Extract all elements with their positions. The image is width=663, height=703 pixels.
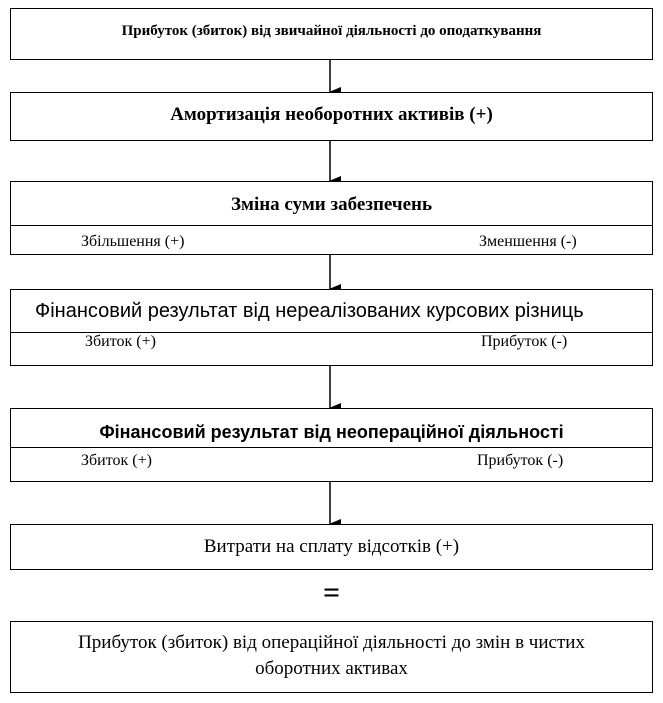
box-interest-expenses [10,524,653,570]
box-exchange-differences-title: Фінансовий результат від нереалізованих курсових різниць [35,300,584,322]
box-operating-profit-result [10,621,653,693]
box-provisions-change [10,181,653,255]
box-profit-before-tax [10,8,653,60]
box-exchange-differences [10,289,653,366]
result-line-1: Прибуток (збиток) від операційної діяльності до змін в чистих [78,632,585,653]
equals-sign: = [322,576,341,609]
box-non-operating-result [10,408,653,482]
result-line-2: оборотних активах [255,658,408,679]
box-profit-before-tax-title: Прибуток (збиток) від звичайної діяльності до оподаткування [121,23,542,39]
box-amortization [10,92,653,141]
provisions-increase-label: Збільшення (+) [81,233,185,250]
exchange-loss-label: Збиток (+) [85,333,156,350]
box-non-operating-result-title: Фінансовий результат від неопераційної діяльності [99,422,564,442]
box-provisions-change-title: Зміна суми забезпечень [230,194,433,215]
box-interest-expenses-title: Витрати на сплату відсотків (+) [203,536,460,557]
exchange-profit-label: Прибуток (-) [481,333,568,350]
non-operating-profit-label: Прибуток (-) [477,452,564,469]
box-amortization-title: Амортизація необоротних активів (+) [170,104,493,125]
provisions-decrease-label: Зменшення (-) [479,233,577,250]
box-provisions-divider [11,225,652,226]
box-non-operating-divider [11,447,652,448]
non-operating-loss-label: Збиток (+) [81,452,152,469]
